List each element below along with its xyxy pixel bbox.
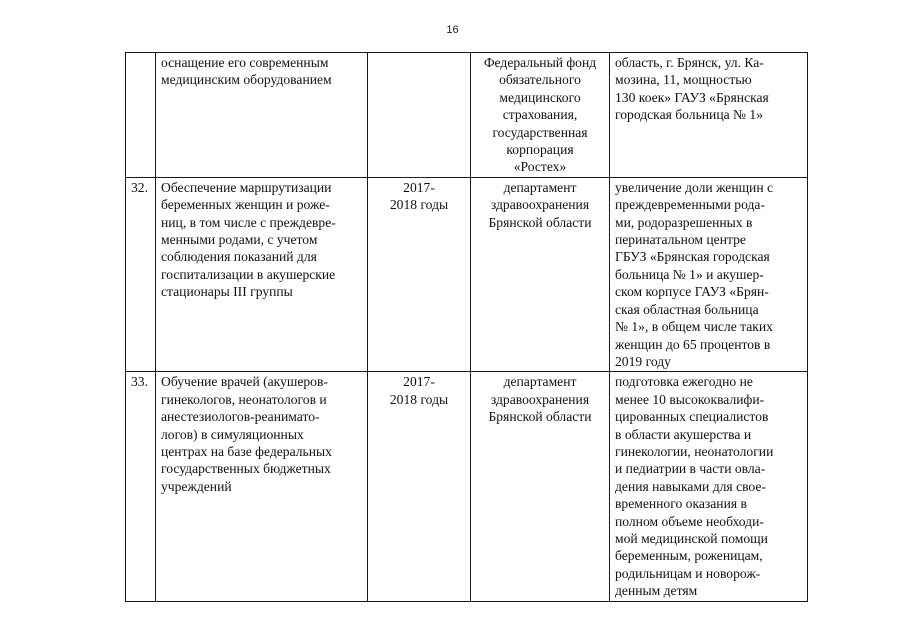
table-row [126, 177, 808, 371]
page-number: 16 [446, 24, 459, 36]
term-cell [368, 53, 471, 178]
responsible-cell: департамент здравоохранения Брянской области [471, 372, 610, 601]
term-cell: 2017- 2018 годы [368, 177, 471, 371]
result-cell: увеличение доли женщин с преждевременными рода- ми, родоразрешенных в перинатальном центре ГБУЗ «Брянская городская больница № 1» и акушер- ском корпусе ГАУЗ «Брян- ская областная больница № 1», в общем числе таких женщин до 65 процентов в 2019 году [610, 177, 808, 371]
table-row [126, 53, 808, 178]
responsible-cell: департамент здравоохранения Брянской области [471, 177, 610, 371]
table-row [126, 372, 808, 601]
row-number-cell: 33. [126, 372, 156, 601]
responsible-cell: Федеральный фонд обязательного медицинского страхования, государственная корпорация «Ростех» [471, 53, 610, 178]
row-number-cell [126, 53, 156, 178]
measures-table [125, 52, 808, 602]
term-cell: 2017- 2018 годы [368, 372, 471, 601]
result-cell: область, г. Брянск, ул. Ка- мозина, 11, мощностью 130 коек» ГАУЗ «Брянская городская больница № 1» [610, 53, 808, 178]
row-number-cell: 32. [126, 177, 156, 371]
event-cell: Обеспечение маршрутизации беременных женщин и роже- ниц, в том числе с преждевре- менными родами, с учетом соблюдения показаний для госпитализации в акушерские стационары III группы [156, 177, 368, 371]
result-cell: подготовка ежегодно не менее 10 высококвалифи- цированных специалистов в области акушерства и гинекологии, неонатологии и педиатрии в части овла- дения навыками для свое- временного оказания в полном объеме необходи- мой медицинской помощи беременным, роженицам, родильницам и новорож- денным детям [610, 372, 808, 601]
event-cell: оснащение его современным медицинским оборудованием [156, 53, 368, 178]
event-cell: Обучение врачей (акушеров- гинекологов, неонатологов и анестезиологов-реанимато- логов) в симуляционных центрах на базе федеральных государственных бюджетных учреждений [156, 372, 368, 601]
